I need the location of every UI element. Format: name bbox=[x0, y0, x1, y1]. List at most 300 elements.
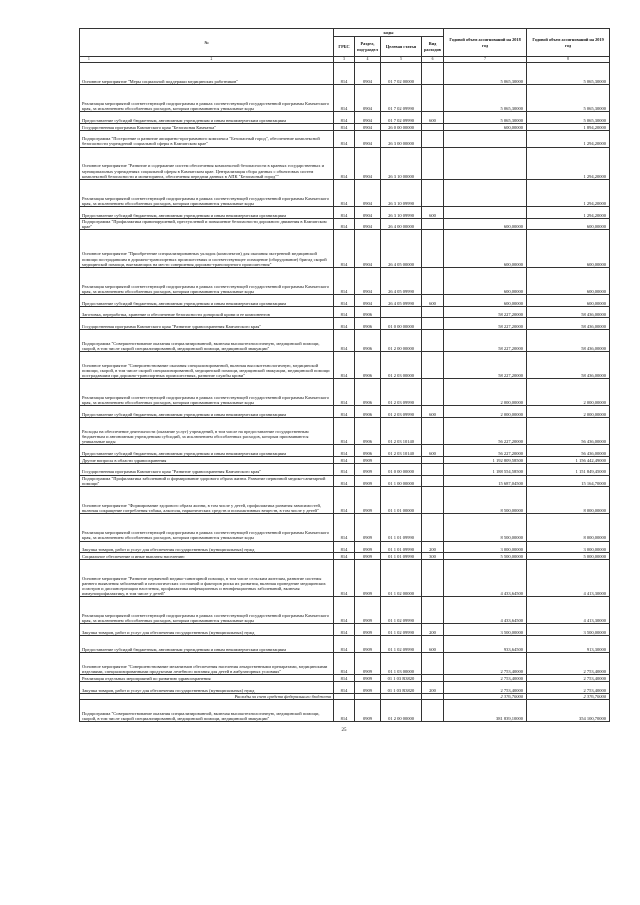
row-razdel: 0904 bbox=[355, 63, 381, 85]
row-target-article: 01 1 02 09990 bbox=[381, 636, 422, 653]
row-target-article: 26 4 05 09990 bbox=[381, 294, 422, 306]
row-target-article: 01 2 03 00000 bbox=[381, 352, 422, 379]
table-row bbox=[80, 63, 610, 85]
row-target-article: 01 1 01 09990 bbox=[381, 514, 422, 541]
table-row bbox=[80, 636, 610, 653]
row-name: Предоставление субсидий бюджетным, автономным учреждениям и иным некоммерческим организациям bbox=[80, 445, 334, 457]
row-expense-type: 200 bbox=[422, 681, 444, 693]
row-amount-2018: 2 753,40000 bbox=[444, 681, 527, 693]
row-target-article: 01 2 03 09990 bbox=[381, 379, 422, 406]
row-razdel: 0904 bbox=[355, 147, 381, 179]
column-number: 5 bbox=[381, 57, 422, 63]
row-name: Основное мероприятие "Меры социальной поддержки медицинских работников" bbox=[80, 63, 334, 85]
row-amount-2018: 2 376,70000 bbox=[444, 693, 527, 700]
row-name: Другие вопросы в области здравоохранения bbox=[80, 457, 334, 464]
row-name: Основное мероприятие "Формирование здорового образа жизни, в том числе у детей, профилактика развития зависимостей, включая сокращение потребления табака, алкоголя, наркотических средств и психоактивных веществ, в том числе у детей" bbox=[80, 487, 334, 514]
row-amount-2019: 913,30000 bbox=[527, 636, 610, 653]
row-expense-type bbox=[422, 218, 444, 230]
row-expense-type: 600 bbox=[422, 294, 444, 306]
row-name: Социальное обеспечение и иные выплаты населению bbox=[80, 553, 334, 560]
row-amount-2018: 58 227,20000 bbox=[444, 330, 527, 352]
table-row bbox=[80, 597, 610, 624]
table-row bbox=[80, 206, 610, 218]
table-row bbox=[80, 147, 610, 179]
row-amount-2018: 5 065,30000 bbox=[444, 63, 527, 85]
row-name: Основное мероприятие "Совершенствование оказания специализированной, включая высокотехнологичную, медицинской помощи, скорой, в том числе скорой специализированной, медицинской помощи, медицинской эвакуации, медицинской помощи пострадавшим при дорожно-транспортных происшествиях, развитие службы крови" bbox=[80, 352, 334, 379]
row-expense-type bbox=[422, 675, 444, 682]
row-name: Основное мероприятие "Совершенствование механизмов обеспечения населения лекарственными препаратами, медицинскими изделиями, специализированными продуктами лечебного питания для детей в амбулаторных условиях" bbox=[80, 653, 334, 675]
row-amount-2018: 8 500,00000 bbox=[444, 514, 527, 541]
row-amount-2019: 600,00000 bbox=[527, 267, 610, 294]
row-name: Подпрограмма "Совершенствование оказания специализированной, включая высокотехнологичную, медицинской помощи, скорой, в том числе скорой специализированной, медицинской помощи, медицинской эвакуации" bbox=[80, 700, 334, 722]
row-expense-type bbox=[422, 560, 444, 597]
row-name: Реализация мероприятий соответствующей подпрограммы в рамках соответствующей государственной программы Камчатского края, за исключением обособленных расходов, которым присваиваются уникальные коды bbox=[80, 267, 334, 294]
row-name: Основное мероприятие "Приобретение специализированных укладок (комплектов) для оказания экстренной медицинской помощи пострадавшим в дорожно-транспортных происшествиях и соответствующее оснащение (оборудование) бригад скорой медицинской помощи, выезжающих на место совершения дорожно-транспортного происшествия" bbox=[80, 230, 334, 267]
table-row bbox=[80, 306, 610, 318]
row-amount-2018: 381 839,10000 bbox=[444, 700, 527, 722]
row-razdel: 0909 bbox=[355, 681, 381, 693]
row-amount-2019: 1 894,20000 bbox=[527, 123, 610, 130]
row-grbs: 814 bbox=[334, 379, 355, 406]
header-target-article: Целевая статья bbox=[381, 37, 422, 57]
column-number: 6 bbox=[422, 57, 444, 63]
row-amount-2018: 933,64500 bbox=[444, 636, 527, 653]
row-amount-2019: 1 294,20000 bbox=[527, 206, 610, 218]
row-expense-type: 200 bbox=[422, 624, 444, 636]
row-name: Предоставление субсидий бюджетным, автономным учреждениям и иным некоммерческим организациям bbox=[80, 112, 334, 124]
row-amount-2018: 600,00000 bbox=[444, 294, 527, 306]
table-row bbox=[80, 379, 610, 406]
row-target-article: 01 1 02 09990 bbox=[381, 597, 422, 624]
row-expense-type bbox=[422, 318, 444, 330]
row-grbs: 814 bbox=[334, 636, 355, 653]
row-amount-2018: 600,00000 bbox=[444, 230, 527, 267]
row-name: Закупка товаров, работ и услуг для обеспечения государственных (муниципальных) нужд bbox=[80, 624, 334, 636]
row-amount-2018: 1 188 554,58500 bbox=[444, 463, 527, 475]
table-row bbox=[80, 487, 610, 514]
table-row bbox=[80, 463, 610, 475]
row-name: Предоставление субсидий бюджетным, автономным учреждениям и иным некоммерческим организациям bbox=[80, 636, 334, 653]
row-expense-type: 300 bbox=[422, 553, 444, 560]
table-row bbox=[80, 230, 610, 267]
row-amount-2018: 8 500,00000 bbox=[444, 487, 527, 514]
row-razdel: 0904 bbox=[355, 112, 381, 124]
budget-document bbox=[79, 28, 609, 733]
row-razdel: 0904 bbox=[355, 294, 381, 306]
column-number: 3 bbox=[334, 57, 355, 63]
row-amount-2018: 58 227,20000 bbox=[444, 352, 527, 379]
table-row bbox=[80, 179, 610, 206]
row-amount-2018: 4 433,64500 bbox=[444, 560, 527, 597]
row-name: Закупка товаров, работ и услуг для обеспечения государственных (муниципальных) нужд bbox=[80, 681, 334, 693]
row-amount-2019: 600,00000 bbox=[527, 230, 610, 267]
row-grbs bbox=[334, 693, 355, 700]
row-expense-type bbox=[422, 700, 444, 722]
row-grbs: 814 bbox=[334, 218, 355, 230]
header-grbs: ГРБС bbox=[334, 37, 355, 57]
row-name: Реализация мероприятий соответствующей подпрограммы в рамках соответствующей государственной программы Камчатского края, за исключением обособленных расходов, которым присваиваются уникальные коды bbox=[80, 514, 334, 541]
row-target-article: 26 3 10 09990 bbox=[381, 206, 422, 218]
table-row bbox=[80, 553, 610, 560]
table-row bbox=[80, 700, 610, 722]
row-razdel: 0909 bbox=[355, 457, 381, 464]
row-expense-type bbox=[422, 230, 444, 267]
row-razdel: 0909 bbox=[355, 541, 381, 553]
row-grbs: 814 bbox=[334, 560, 355, 597]
header-year-2019: Годовой объем ассигнований на 2019 год bbox=[527, 29, 610, 57]
row-grbs: 814 bbox=[334, 445, 355, 457]
row-razdel: 0909 bbox=[355, 636, 381, 653]
row-amount-2019: 1 294,20000 bbox=[527, 179, 610, 206]
column-number: 8 bbox=[527, 57, 610, 63]
row-target-article: 26 4 00 00000 bbox=[381, 218, 422, 230]
row-target-article: 01 2 03 10140 bbox=[381, 445, 422, 457]
row-target-article: 01 1 03 R3820 bbox=[381, 675, 422, 682]
row-amount-2019: 1 294,20000 bbox=[527, 130, 610, 147]
row-amount-2019: 5 065,30000 bbox=[527, 63, 610, 85]
row-expense-type: 600 bbox=[422, 406, 444, 418]
row-amount-2019: 58 436,00000 bbox=[527, 306, 610, 318]
table-row bbox=[80, 560, 610, 597]
row-amount-2018 bbox=[444, 206, 527, 218]
row-amount-2019: 1 156 442,49000 bbox=[527, 457, 610, 464]
table-row bbox=[80, 218, 610, 230]
row-expense-type: 600 bbox=[422, 206, 444, 218]
row-expense-type bbox=[422, 85, 444, 112]
row-grbs: 814 bbox=[334, 463, 355, 475]
page-number: 25 bbox=[341, 728, 347, 733]
table-row bbox=[80, 267, 610, 294]
row-razdel: 0909 bbox=[355, 475, 381, 487]
row-amount-2019: 5 065,30000 bbox=[527, 85, 610, 112]
row-target-article bbox=[381, 457, 422, 464]
row-razdel: 0909 bbox=[355, 463, 381, 475]
row-amount-2018 bbox=[444, 147, 527, 179]
row-target-article bbox=[381, 306, 422, 318]
row-amount-2019: 3 500,00000 bbox=[527, 624, 610, 636]
row-target-article: 26 3 10 09990 bbox=[381, 179, 422, 206]
row-expense-type bbox=[422, 487, 444, 514]
row-target-article: 01 7 02 09990 bbox=[381, 112, 422, 124]
row-grbs: 814 bbox=[334, 147, 355, 179]
row-grbs: 814 bbox=[334, 63, 355, 85]
row-amount-2018: 5 500,00000 bbox=[444, 553, 527, 560]
row-razdel: 0904 bbox=[355, 267, 381, 294]
row-expense-type bbox=[422, 306, 444, 318]
row-amount-2019: 58 436,00000 bbox=[527, 352, 610, 379]
row-amount-2018: 5 065,30000 bbox=[444, 85, 527, 112]
row-name: Государственная программа Камчатского края "Развитие здравоохранения Камчатского края" bbox=[80, 463, 334, 475]
row-amount-2019: 8 000,00000 bbox=[527, 514, 610, 541]
row-expense-type bbox=[422, 330, 444, 352]
row-name: Расходы за счет средств федерального бюджета bbox=[80, 693, 334, 700]
row-amount-2019: 58 436,00000 bbox=[527, 330, 610, 352]
table-row bbox=[80, 445, 610, 457]
row-name: Подпрограмма "Построение и развитие аппаратно-программного комплекса "Безопасный город", обеспечение комплексной безопасности учреждений социальной сферы в Камчатском крае" bbox=[80, 130, 334, 147]
row-target-article: 01 7 02 09990 bbox=[381, 85, 422, 112]
row-razdel: 0909 bbox=[355, 553, 381, 560]
row-grbs: 814 bbox=[334, 123, 355, 130]
column-number: 4 bbox=[355, 57, 381, 63]
row-amount-2018: 4 433,64500 bbox=[444, 597, 527, 624]
row-amount-2018: 2 753,40000 bbox=[444, 675, 527, 682]
row-grbs: 814 bbox=[334, 230, 355, 267]
row-name: Реализация мероприятий соответствующей подпрограммы в рамках соответствующей государственной программы Камчатского края, за исключением обособленных расходов, которым присваиваются уникальные коды bbox=[80, 379, 334, 406]
row-name: Государственная программа Камчатского края "Безопасная Камчатка" bbox=[80, 123, 334, 130]
row-grbs: 814 bbox=[334, 130, 355, 147]
row-razdel: 0904 bbox=[355, 123, 381, 130]
row-expense-type bbox=[422, 463, 444, 475]
row-amount-2019: 3 000,00000 bbox=[527, 541, 610, 553]
column-number: 7 bbox=[444, 57, 527, 63]
row-target-article: 26 4 05 00000 bbox=[381, 230, 422, 267]
row-expense-type: 600 bbox=[422, 445, 444, 457]
row-amount-2018: 58 227,20000 bbox=[444, 318, 527, 330]
row-expense-type bbox=[422, 123, 444, 130]
row-amount-2018: 56 227,20000 bbox=[444, 445, 527, 457]
table-row bbox=[80, 624, 610, 636]
row-target-article: 01 2 03 10140 bbox=[381, 418, 422, 445]
row-target-article: 01 1 01 00000 bbox=[381, 487, 422, 514]
row-amount-2019: 600,00000 bbox=[527, 218, 610, 230]
row-name: Основное мероприятие "Развитие первичной медико-санитарной помощи, в том числе сельским жителям, развитие системы раннего выявления заболеваний и патологических состояний и факторов риска их развития, включая проведение медицинских осмотров и диспансеризации населения, профилактика инфекционных и неинфекционных заболеваний, включая иммунопрофилактику, в том числе у детей" bbox=[80, 560, 334, 597]
row-amount-2018: 5 065,30000 bbox=[444, 112, 527, 124]
row-amount-2019: 1 151 849,45000 bbox=[527, 463, 610, 475]
row-razdel: 0909 bbox=[355, 597, 381, 624]
row-amount-2018: 2 753,40000 bbox=[444, 653, 527, 675]
header-razdel: Раздел, под-раздел bbox=[355, 37, 381, 57]
row-amount-2019: 5 065,30000 bbox=[527, 112, 610, 124]
row-razdel: 0904 bbox=[355, 85, 381, 112]
row-amount-2018: 600,00000 bbox=[444, 123, 527, 130]
row-amount-2019: 2 753,40000 bbox=[527, 675, 610, 682]
row-grbs: 814 bbox=[334, 475, 355, 487]
row-razdel: 0909 bbox=[355, 653, 381, 675]
table-row bbox=[80, 352, 610, 379]
table-row bbox=[80, 653, 610, 675]
row-grbs: 814 bbox=[334, 85, 355, 112]
row-grbs: 814 bbox=[334, 514, 355, 541]
row-name: Предоставление субсидий бюджетным, автономным учреждениям и иным некоммерческим организациям bbox=[80, 406, 334, 418]
table-row bbox=[80, 457, 610, 464]
row-amount-2019: 15 164,70000 bbox=[527, 475, 610, 487]
row-target-article: 01 0 00 00000 bbox=[381, 318, 422, 330]
row-amount-2019: 354 100,70000 bbox=[527, 700, 610, 722]
row-amount-2018 bbox=[444, 130, 527, 147]
row-expense-type bbox=[422, 653, 444, 675]
row-amount-2018: 1 192 809,58500 bbox=[444, 457, 527, 464]
row-amount-2019: 58 436,00000 bbox=[527, 318, 610, 330]
row-amount-2019: 2 753,40000 bbox=[527, 681, 610, 693]
row-name: Реализация отдельных мероприятий по развитию здравоохранения bbox=[80, 675, 334, 682]
row-amount-2019: 56 436,00000 bbox=[527, 445, 610, 457]
budget-table bbox=[79, 28, 610, 722]
row-target-article: 26 3 00 00000 bbox=[381, 130, 422, 147]
row-amount-2019: 56 436,00000 bbox=[527, 418, 610, 445]
row-grbs: 814 bbox=[334, 294, 355, 306]
row-razdel bbox=[355, 693, 381, 700]
table-row bbox=[80, 475, 610, 487]
table-row bbox=[80, 130, 610, 147]
row-expense-type bbox=[422, 147, 444, 179]
row-grbs: 814 bbox=[334, 675, 355, 682]
row-grbs: 814 bbox=[334, 553, 355, 560]
row-expense-type bbox=[422, 379, 444, 406]
row-name: Предоставление субсидий бюджетным, автономным учреждениям и иным некоммерческим организациям bbox=[80, 206, 334, 218]
row-expense-type bbox=[422, 267, 444, 294]
row-amount-2019: 2 376,70000 bbox=[527, 693, 610, 700]
row-amount-2018: 15 687,04500 bbox=[444, 475, 527, 487]
row-amount-2019: 1 294,20000 bbox=[527, 147, 610, 179]
row-grbs: 814 bbox=[334, 597, 355, 624]
row-amount-2019: 2 753,40000 bbox=[527, 653, 610, 675]
row-grbs: 814 bbox=[334, 457, 355, 464]
row-amount-2018: 600,00000 bbox=[444, 218, 527, 230]
row-expense-type bbox=[422, 418, 444, 445]
row-razdel: 0909 bbox=[355, 487, 381, 514]
table-row bbox=[80, 693, 610, 700]
row-grbs: 814 bbox=[334, 306, 355, 318]
row-expense-type bbox=[422, 693, 444, 700]
row-grbs: 814 bbox=[334, 179, 355, 206]
row-name: Предоставление субсидий бюджетным, автономным учреждениям и иным некоммерческим организациям bbox=[80, 294, 334, 306]
row-expense-type: 600 bbox=[422, 636, 444, 653]
row-razdel: 0904 bbox=[355, 179, 381, 206]
header-year-2018: Годовой объем ассигнований на 2018 год bbox=[444, 29, 527, 57]
row-razdel: 0906 bbox=[355, 379, 381, 406]
header-expense-type: Вид расходов bbox=[422, 37, 444, 57]
row-razdel: 0909 bbox=[355, 560, 381, 597]
row-amount-2019: 5 000,00000 bbox=[527, 553, 610, 560]
row-grbs: 814 bbox=[334, 112, 355, 124]
row-expense-type bbox=[422, 352, 444, 379]
table-row bbox=[80, 681, 610, 693]
row-razdel: 0906 bbox=[355, 445, 381, 457]
row-target-article: 01 7 02 00000 bbox=[381, 63, 422, 85]
row-grbs: 814 bbox=[334, 681, 355, 693]
table-row bbox=[80, 123, 610, 130]
table-row bbox=[80, 514, 610, 541]
row-target-article: 01 0 00 00000 bbox=[381, 463, 422, 475]
row-grbs: 814 bbox=[334, 418, 355, 445]
row-expense-type bbox=[422, 514, 444, 541]
row-expense-type bbox=[422, 179, 444, 206]
row-grbs: 814 bbox=[334, 624, 355, 636]
table-row bbox=[80, 85, 610, 112]
row-razdel: 0906 bbox=[355, 318, 381, 330]
row-razdel: 0909 bbox=[355, 675, 381, 682]
table-row bbox=[80, 318, 610, 330]
table-row bbox=[80, 675, 610, 682]
row-target-article: 01 1 01 09990 bbox=[381, 541, 422, 553]
row-amount-2018: 58 227,20000 bbox=[444, 306, 527, 318]
row-razdel: 0906 bbox=[355, 418, 381, 445]
row-amount-2018: 600,00000 bbox=[444, 267, 527, 294]
row-amount-2019: 4 413,30000 bbox=[527, 560, 610, 597]
row-amount-2019: 4 413,30000 bbox=[527, 597, 610, 624]
row-amount-2018: 2 000,00000 bbox=[444, 379, 527, 406]
row-name: Подпрограмма "Профилактика заболеваний и формирование здорового образа жизни. Развитие первичной медико-санитарной помощи" bbox=[80, 475, 334, 487]
row-amount-2018: 2 000,00000 bbox=[444, 406, 527, 418]
row-razdel: 0904 bbox=[355, 130, 381, 147]
row-razdel: 0906 bbox=[355, 306, 381, 318]
row-target-article: 01 2 00 00000 bbox=[381, 700, 422, 722]
row-name: Подпрограмма "Совершенствование оказания специализированной, включая высокотехнологичную, медицинской помощи, скорой, в том числе скорой специализированной, медицинской помощи, медицинской эвакуации" bbox=[80, 330, 334, 352]
row-target-article: 26 3 10 00000 bbox=[381, 147, 422, 179]
column-number: 1 2 bbox=[80, 57, 334, 63]
row-razdel: 0904 bbox=[355, 230, 381, 267]
row-razdel: 0909 bbox=[355, 514, 381, 541]
row-grbs: 814 bbox=[334, 330, 355, 352]
row-amount-2019: 2 000,00000 bbox=[527, 379, 610, 406]
budget-rows bbox=[80, 63, 610, 722]
row-amount-2018: 56 227,20000 bbox=[444, 418, 527, 445]
table-row bbox=[80, 294, 610, 306]
row-razdel: 0904 bbox=[355, 206, 381, 218]
row-grbs: 814 bbox=[334, 700, 355, 722]
row-razdel: 0906 bbox=[355, 406, 381, 418]
row-expense-type bbox=[422, 63, 444, 85]
row-target-article: 26 4 05 09990 bbox=[381, 267, 422, 294]
row-razdel: 0909 bbox=[355, 700, 381, 722]
row-expense-type bbox=[422, 457, 444, 464]
row-grbs: 814 bbox=[334, 487, 355, 514]
row-razdel: 0909 bbox=[355, 624, 381, 636]
row-amount-2018: 3 000,00000 bbox=[444, 541, 527, 553]
table-row bbox=[80, 406, 610, 418]
row-grbs: 814 bbox=[334, 318, 355, 330]
row-amount-2019: 8 000,00000 bbox=[527, 487, 610, 514]
row-grbs: 814 bbox=[334, 653, 355, 675]
row-target-article: 26 0 00 00000 bbox=[381, 123, 422, 130]
row-razdel: 0906 bbox=[355, 352, 381, 379]
table-row bbox=[80, 330, 610, 352]
header-codes: коды bbox=[334, 29, 444, 37]
row-name: Расходы на обеспечение деятельности (оказание услуг) учреждений, в том числе на предоставление государственным бюджетным и автономным учреждениям субсидий, за исключением обособленных расходов, которым присваиваются уникальные коды bbox=[80, 418, 334, 445]
row-expense-type: 600 bbox=[422, 112, 444, 124]
row-grbs: 814 bbox=[334, 206, 355, 218]
row-name: Реализация мероприятий соответствующей подпрограммы в рамках соответствующей государственной программы Камчатского края, за исключением обособленных расходов, которым присваиваются уникальные коды bbox=[80, 597, 334, 624]
row-amount-2019: 600,00000 bbox=[527, 294, 610, 306]
row-target-article: 01 1 02 00000 bbox=[381, 560, 422, 597]
row-name: Заготовка, переработка, хранение и обеспечение безопасности донорской крови и ее компонентов bbox=[80, 306, 334, 318]
row-target-article bbox=[381, 693, 422, 700]
row-amount-2018 bbox=[444, 179, 527, 206]
row-target-article: 01 1 01 09990 bbox=[381, 553, 422, 560]
row-amount-2018: 3 500,00000 bbox=[444, 624, 527, 636]
row-name: Основное мероприятие "Развитие и содержание систем обеспечения комплексной безопасности в краевых государственных и муниципальных учреждениях социальной сферы в Камчатском крае. Централизация сбора данных с объектовых систем комплексной безопасности и мониторинга, обеспечения передачи данных в АПК "Безопасный город"" bbox=[80, 147, 334, 179]
table-row bbox=[80, 418, 610, 445]
row-grbs: 814 bbox=[334, 267, 355, 294]
row-target-article: 01 1 02 09990 bbox=[381, 624, 422, 636]
row-target-article: 01 1 00 00000 bbox=[381, 475, 422, 487]
row-name: Реализация мероприятий соответствующей подпрограммы в рамках соответствующей государственной программы Камчатского края, за исключением обособленных расходов, которым присваиваются уникальные коды bbox=[80, 179, 334, 206]
row-razdel: 0904 bbox=[355, 218, 381, 230]
row-target-article: 01 1 03 00000 bbox=[381, 653, 422, 675]
row-grbs: 814 bbox=[334, 406, 355, 418]
row-expense-type bbox=[422, 475, 444, 487]
row-target-article: 01 1 03 R3820 bbox=[381, 681, 422, 693]
row-expense-type bbox=[422, 130, 444, 147]
row-name: Закупка товаров, работ и услуг для обеспечения государственных (муниципальных) нужд bbox=[80, 541, 334, 553]
row-expense-type: 200 bbox=[422, 541, 444, 553]
table-row bbox=[80, 541, 610, 553]
table-row bbox=[80, 112, 610, 124]
row-name: Реализация мероприятий соответствующей подпрограммы в рамках соответствующей государственной программы Камчатского края, за исключением обособленных расходов, которым присваиваются уникальные коды bbox=[80, 85, 334, 112]
row-grbs: 814 bbox=[334, 541, 355, 553]
row-grbs: 814 bbox=[334, 352, 355, 379]
row-razdel: 0906 bbox=[355, 330, 381, 352]
